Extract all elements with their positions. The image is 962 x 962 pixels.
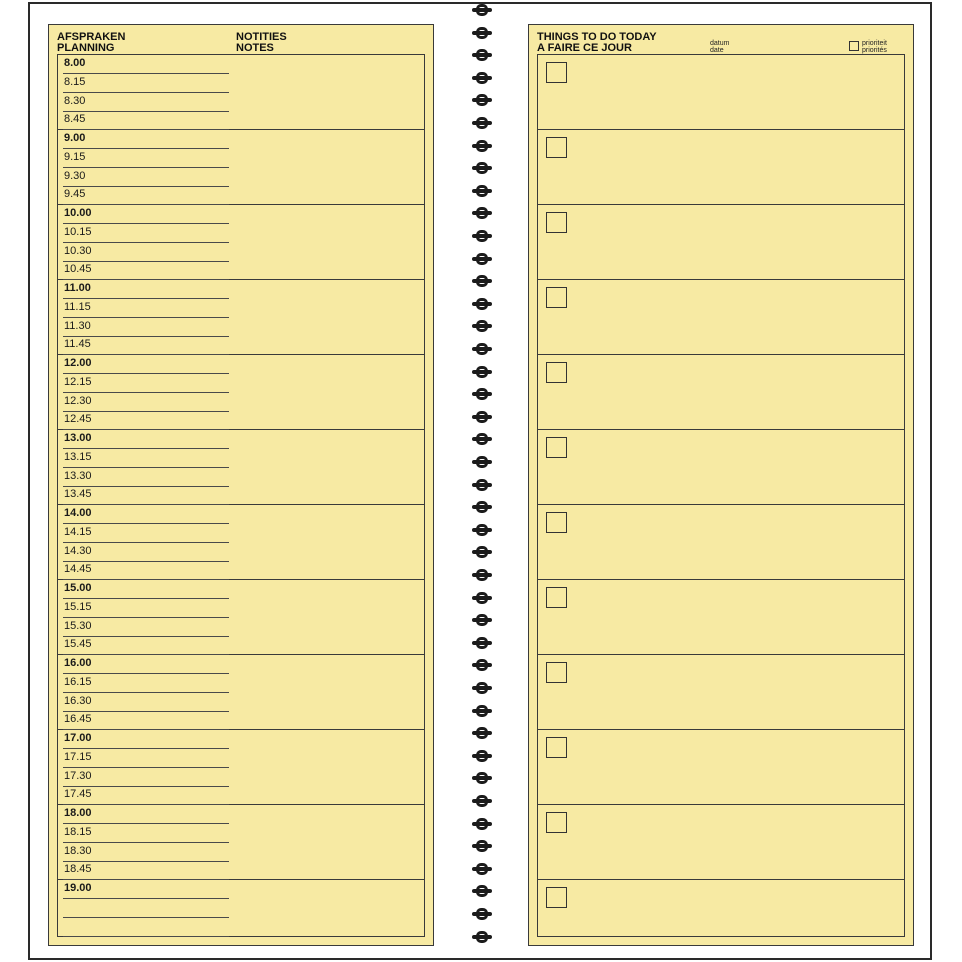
spiral-coil — [470, 908, 494, 920]
appointments-grid — [57, 54, 425, 937]
time-slot[interactable]: 9.00 — [63, 130, 229, 149]
hour-block — [58, 805, 424, 880]
spiral-coil — [470, 614, 494, 626]
time-slot[interactable]: 13.15 — [63, 449, 229, 468]
time-slot[interactable]: 9.45 — [63, 186, 229, 205]
spiral-coil — [470, 230, 494, 242]
time-slot[interactable]: 11.00 — [63, 280, 229, 299]
todo-checkbox[interactable] — [546, 662, 567, 683]
todo-checkbox[interactable] — [546, 587, 567, 608]
time-slot[interactable]: 16.30 — [63, 693, 229, 712]
hour-block — [58, 880, 424, 955]
spiral-coil — [470, 682, 494, 694]
time-slot[interactable]: 18.00 — [63, 805, 229, 824]
time-slot[interactable]: 17.45 — [63, 786, 229, 805]
date-label-line2: date — [710, 47, 724, 54]
time-slot[interactable]: 17.15 — [63, 749, 229, 768]
spiral-coil — [470, 931, 494, 943]
todo-checkbox[interactable] — [546, 887, 567, 908]
time-slot[interactable]: 10.00 — [63, 205, 229, 224]
spiral-coil — [470, 705, 494, 717]
spiral-coil — [470, 795, 494, 807]
todo-header — [537, 32, 657, 54]
todo-row[interactable] — [538, 730, 904, 805]
todo-row[interactable] — [538, 130, 904, 205]
time-slot[interactable]: 17.30 — [63, 768, 229, 787]
hour-block — [58, 205, 424, 280]
todo-checkbox[interactable] — [546, 212, 567, 233]
time-slot[interactable]: 14.15 — [63, 524, 229, 543]
date-label — [710, 40, 729, 54]
spiral-coil — [470, 117, 494, 129]
time-slot[interactable]: 17.00 — [63, 730, 229, 749]
todo-row[interactable] — [538, 505, 904, 580]
priority-label — [862, 40, 887, 54]
notes-header — [236, 32, 287, 54]
time-slot[interactable] — [63, 918, 229, 937]
spiral-coil — [470, 253, 494, 265]
hour-block — [58, 655, 424, 730]
spiral-coil — [470, 592, 494, 604]
todo-header-line1: THINGS TO DO TODAY — [537, 31, 657, 43]
time-slot[interactable]: 12.15 — [63, 374, 229, 393]
date-label-line1: datum — [710, 40, 730, 47]
time-slot[interactable]: 13.00 — [63, 430, 229, 449]
spiral-coil — [470, 772, 494, 784]
spiral-coil — [470, 4, 494, 16]
spiral-coil — [470, 479, 494, 491]
hour-block — [58, 580, 424, 655]
time-slot[interactable] — [63, 899, 229, 918]
time-slot[interactable]: 12.30 — [63, 393, 229, 412]
spiral-coil — [470, 411, 494, 423]
todo-row[interactable] — [538, 430, 904, 505]
todo-row[interactable] — [538, 55, 904, 130]
spiral-coil — [470, 27, 494, 39]
time-slot[interactable]: 14.00 — [63, 505, 229, 524]
time-slot[interactable]: 8.45 — [63, 111, 229, 130]
planning-header — [57, 32, 125, 54]
planning-header-line2: PLANNING — [57, 42, 115, 54]
spiral-coil — [470, 569, 494, 581]
time-slot[interactable]: 15.30 — [63, 618, 229, 637]
todo-row[interactable] — [538, 655, 904, 730]
todo-checkbox[interactable] — [546, 737, 567, 758]
planning-header-line1: AFSPRAKEN — [57, 31, 126, 43]
spiral-binding — [470, 0, 494, 962]
todo-row[interactable] — [538, 880, 904, 955]
spiral-coil — [470, 727, 494, 739]
spiral-coil — [470, 207, 494, 219]
spiral-coil — [470, 546, 494, 558]
spiral-coil — [470, 162, 494, 174]
time-slot[interactable]: 8.30 — [63, 93, 229, 112]
time-slot[interactable]: 13.30 — [63, 468, 229, 487]
time-slot[interactable]: 16.00 — [63, 655, 229, 674]
spiral-coil — [470, 72, 494, 84]
spiral-coil — [470, 388, 494, 400]
spiral-coil — [470, 49, 494, 61]
spiral-coil — [470, 885, 494, 897]
todo-page — [528, 24, 914, 946]
time-slot[interactable]: 10.30 — [63, 243, 229, 262]
time-slot[interactable]: 15.15 — [63, 599, 229, 618]
hour-block — [58, 130, 424, 205]
spiral-coil — [470, 94, 494, 106]
todo-row[interactable] — [538, 205, 904, 280]
spiral-coil — [470, 275, 494, 287]
notes-header-line1: NOTITIES — [236, 31, 287, 43]
time-slot[interactable]: 16.45 — [63, 711, 229, 730]
spiral-coil — [470, 366, 494, 378]
time-slot[interactable]: 11.30 — [63, 318, 229, 337]
time-slot[interactable]: 18.30 — [63, 843, 229, 862]
spiral-coil — [470, 840, 494, 852]
spiral-coil — [470, 456, 494, 468]
time-slot[interactable]: 8.00 — [63, 55, 229, 74]
notes-header-line2: NOTES — [236, 42, 274, 54]
priority-label-line1: prioriteit — [862, 40, 887, 47]
time-slot[interactable]: 11.15 — [63, 299, 229, 318]
time-slot[interactable]: 12.45 — [63, 411, 229, 430]
time-slot[interactable]: 8.15 — [63, 74, 229, 93]
todo-checkbox[interactable] — [546, 137, 567, 158]
spiral-coil — [470, 659, 494, 671]
hour-block — [58, 505, 424, 580]
time-slot[interactable]: 11.45 — [63, 336, 229, 355]
time-slot[interactable]: 15.45 — [63, 636, 229, 655]
time-slot[interactable]: 19.00 — [63, 880, 229, 899]
hour-block — [58, 280, 424, 355]
time-slot[interactable]: 14.30 — [63, 543, 229, 562]
spiral-coil — [470, 433, 494, 445]
spiral-coil — [470, 637, 494, 649]
spiral-coil — [470, 501, 494, 513]
time-slot[interactable]: 16.15 — [63, 674, 229, 693]
todo-checkbox[interactable] — [546, 437, 567, 458]
todo-checkbox[interactable] — [546, 62, 567, 83]
priority-checkbox[interactable] — [849, 41, 859, 51]
todo-row[interactable] — [538, 805, 904, 880]
spiral-coil — [470, 524, 494, 536]
time-slot[interactable]: 15.00 — [63, 580, 229, 599]
spiral-coil — [470, 750, 494, 762]
todo-row[interactable] — [538, 580, 904, 655]
todo-checkbox[interactable] — [546, 287, 567, 308]
time-slot[interactable]: 9.30 — [63, 168, 229, 187]
time-slot[interactable]: 9.15 — [63, 149, 229, 168]
time-slot[interactable]: 12.00 — [63, 355, 229, 374]
spiral-coil — [470, 863, 494, 875]
todo-header-line2: A FAIRE CE JOUR — [537, 42, 632, 54]
hour-block — [58, 430, 424, 505]
spiral-coil — [470, 140, 494, 152]
time-slot[interactable]: 10.45 — [63, 261, 229, 280]
hour-block — [58, 55, 424, 130]
hour-block — [58, 730, 424, 805]
todo-checkbox[interactable] — [546, 812, 567, 833]
time-slot[interactable]: 18.45 — [63, 861, 229, 880]
time-slot[interactable]: 18.15 — [63, 824, 229, 843]
todo-grid — [537, 54, 905, 937]
time-slot[interactable]: 10.15 — [63, 224, 229, 243]
spiral-coil — [470, 185, 494, 197]
time-slot[interactable]: 13.45 — [63, 486, 229, 505]
priority-label-line2: priorités — [862, 47, 887, 54]
todo-checkbox[interactable] — [546, 512, 567, 533]
spiral-coil — [470, 320, 494, 332]
appointments-page — [48, 24, 434, 946]
todo-checkbox[interactable] — [546, 362, 567, 383]
todo-row[interactable] — [538, 280, 904, 355]
time-slot[interactable]: 14.45 — [63, 561, 229, 580]
spiral-coil — [470, 298, 494, 310]
todo-row[interactable] — [538, 355, 904, 430]
hour-block — [58, 355, 424, 430]
spiral-coil — [470, 343, 494, 355]
spiral-coil — [470, 818, 494, 830]
